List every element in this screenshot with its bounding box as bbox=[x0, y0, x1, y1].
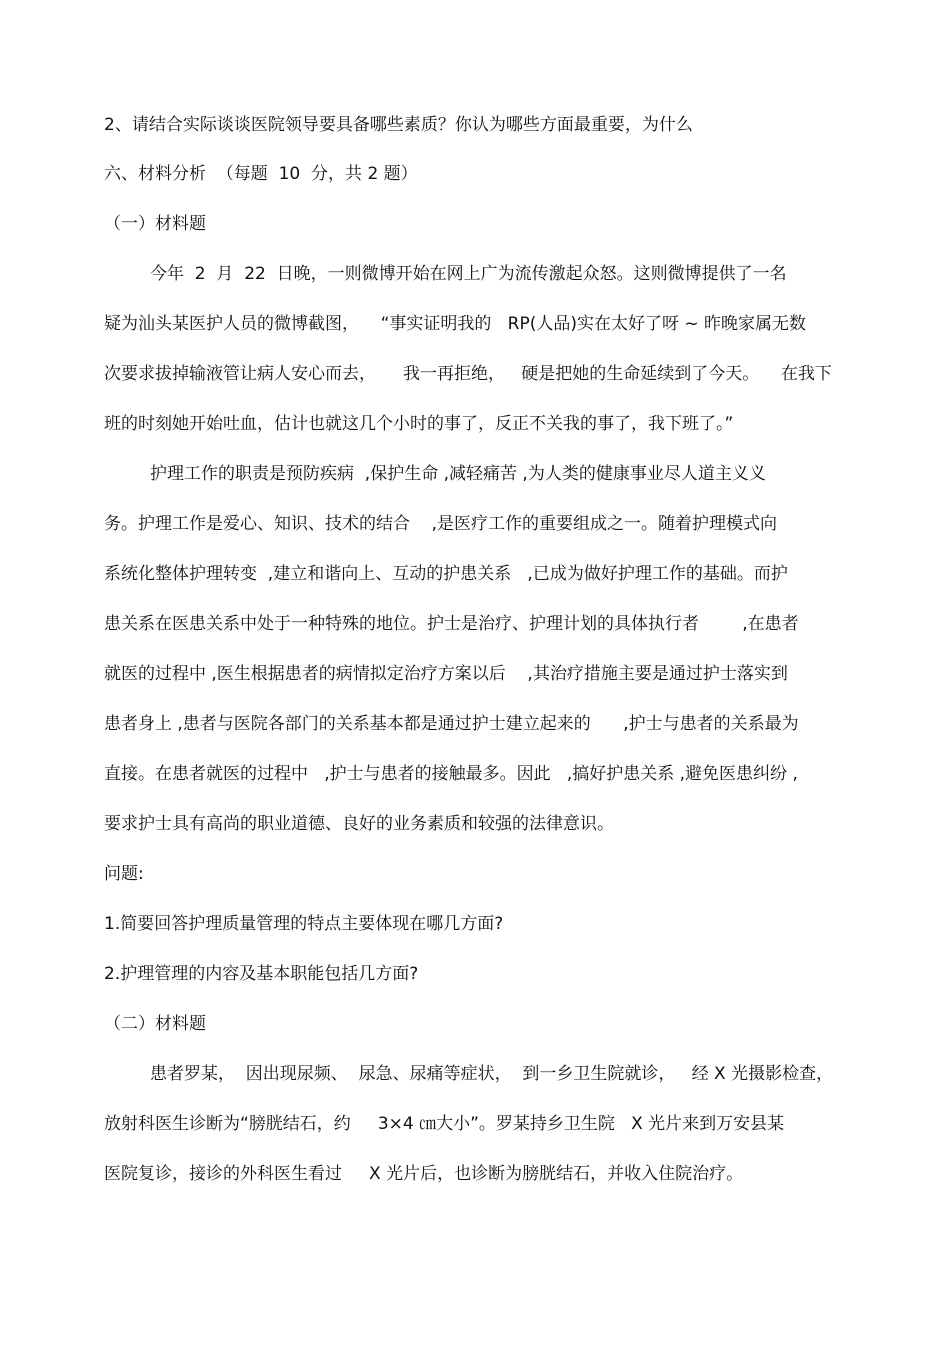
paragraph-line: 患者罗某， 因出现尿频、 尿急、尿痛等症状， 到一乡卫生院就诊， 经 X 光摄影检查， bbox=[150, 1064, 834, 1084]
subsection-heading-material-1: （一）材料题 bbox=[104, 214, 206, 234]
question-item-1: 1.简要回答护理质量管理的特点主要体现在哪几方面? bbox=[104, 914, 504, 934]
section-heading-material-analysis: 六、材料分析 （每题 10 分，共 2 题） bbox=[104, 164, 418, 184]
paragraph-line: 班的时刻她开始吐血，估计也就这几个小时的事了，反正不关我的事了，我下班了。” bbox=[104, 414, 734, 434]
paragraph-line: 要求护士具有高尚的职业道德、良好的业务素质和较强的法律意识。 bbox=[104, 814, 614, 834]
essay-question-2: 2、请结合实际谈谈医院领导要具备哪些素质？你认为哪些方面最重要，为什么 bbox=[104, 115, 693, 135]
paragraph-line: 就医的过程中 ,医生根据患者的病情拟定治疗方案以后 ,其治疗措施主要是通过护士落实到 bbox=[104, 664, 788, 684]
questions-label: 问题: bbox=[104, 864, 144, 884]
paragraph-line: 系统化整体护理转变 ,建立和谐向上、互动的护患关系 ,已成为做好护理工作的基础。而护 bbox=[104, 564, 788, 584]
paragraph-line: 患者身上 ,患者与医院各部门的关系基本都是通过护士建立起来的 ,护士与患者的关系最为 bbox=[104, 714, 799, 734]
paragraph-line: 今年 2 月 22 日晚，一则微博开始在网上广为流传激起众怒。这则微博提供了一名 bbox=[150, 264, 787, 284]
paragraph-line: 护理工作的职责是预防疾病 ,保护生命 ,减轻痛苦 ,为人类的健康事业尽人道主义义 bbox=[150, 464, 766, 484]
subsection-heading-material-2: （二）材料题 bbox=[104, 1014, 206, 1034]
paragraph-line: 务。护理工作是爱心、知识、技术的结合 ,是医疗工作的重要组成之一。随着护理模式向 bbox=[104, 514, 778, 534]
paragraph-line: 医院复诊，接诊的外科医生看过 X 光片后，也诊断为膀胱结石，并收入住院治疗。 bbox=[104, 1164, 744, 1184]
paragraph-line: 放射科医生诊断为“膀胱结石，约 3×4 ㎝大小”。罗某持乡卫生院 X 光片来到万安县某 bbox=[104, 1114, 785, 1134]
question-item-2: 2.护理管理的内容及基本职能包括几方面? bbox=[104, 964, 419, 984]
paragraph-line: 患关系在医患关系中处于一种特殊的地位。护士是治疗、护理计划的具体执行者 ,在患者 bbox=[104, 614, 799, 634]
paragraph-line: 直接。在患者就医的过程中 ,护士与患者的接触最多。因此 ,搞好护患关系 ,避免医患纠纷 , bbox=[104, 764, 798, 784]
paragraph-line: 疑为汕头某医护人员的微博截图， “事实证明我的 RP(人品)实在太好了呀 ~ 昨晚家属无数 bbox=[104, 314, 807, 334]
paragraph-line: 次要求拔掉输液管让病人安心而去， 我一再拒绝， 硬是把她的生命延续到了今天。 在我下 bbox=[104, 364, 832, 384]
